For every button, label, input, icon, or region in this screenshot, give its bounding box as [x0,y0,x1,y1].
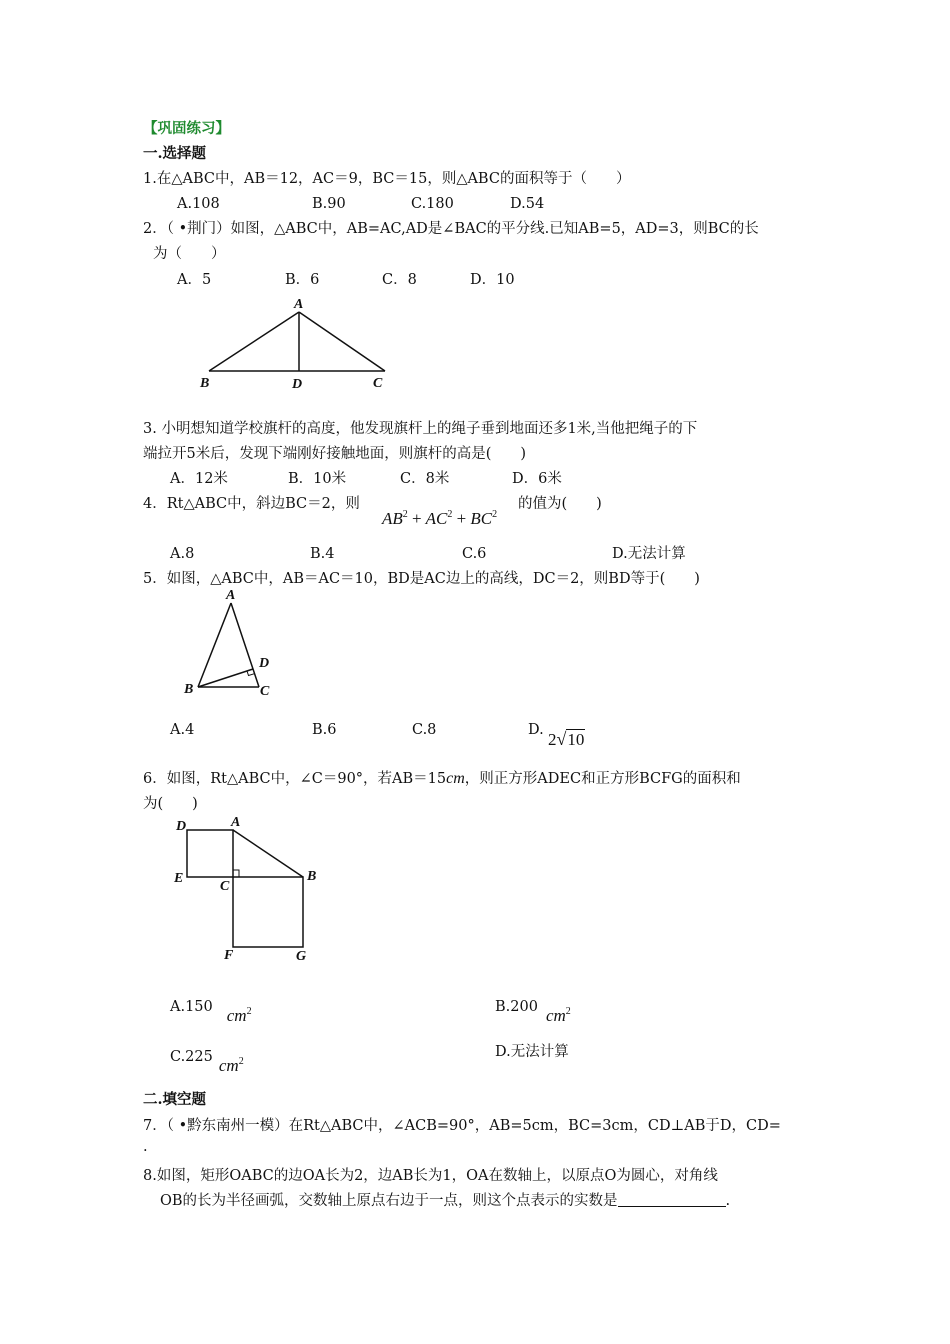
q4-stem-suffix: 的值为( ) [518,496,602,512]
q2-label-d: D [292,377,303,392]
q5-option-b: B.6 [312,722,337,738]
q2-option-a: A．5 [177,272,212,288]
part1-heading: 一.选择题 [143,145,207,162]
q6-stem-line2: 为( ) [143,796,198,812]
q1-option-b: B.90 [312,196,346,212]
q4-option-a: A.8 [170,546,195,562]
q2-triangle-figure [195,296,395,396]
q6-label-g: G [296,949,307,964]
q5-label-a: A [226,588,236,603]
q5-option-a: A.4 [170,722,195,738]
q6-label-f: F [224,948,234,963]
q1-stem: 1.在△ABC中，AB＝12，AC＝9，BC＝15，则△ABC的面积等于（ ） [143,171,631,187]
q6-option-d: D.无法计算 [495,1044,569,1060]
q3-option-a: A．12米 [170,471,228,487]
q2-option-d: D．10 [470,272,515,288]
q2-label-a: A [294,297,304,312]
q1-option-a: A.108 [177,196,220,212]
q6-stem-line1: 6．如图，Rt△ABC中，∠C＝90°，若AB＝15cm，则正方形ADEC和正方形BCFG的面积和 [143,770,741,787]
q3-option-b: B．10米 [288,471,347,487]
q4-option-d: D.无法计算 [612,546,686,562]
q6-option-b: B.200 $cm^2$ [495,999,571,1025]
q2-option-c: C．8 [382,272,417,288]
q5-option-c: C.8 [412,722,437,738]
q5-label-b: B [184,682,194,697]
q5-option-d-expression: 2√10 [548,729,585,749]
q6-label-e: E [174,871,184,886]
q5-stem: 5．如图，△ABC中，AB＝AC＝10，BD是AC边上的高线，DC＝2，则BD等于( ) [143,571,700,587]
section-title: 【巩固练习】 [143,120,230,137]
q1-option-c: C.180 [411,196,454,212]
q8-answer-blank [618,1192,726,1207]
q4-option-c: C.6 [462,546,487,562]
q6-option-c: C.225 $cm^2$ [170,1049,244,1075]
q3-stem-line2: 端拉开5米后，发现下端刚好接触地面，则旗杆的高是( ) [143,446,527,462]
q6-label-b: B [307,869,317,884]
q3-option-c: C．8米 [400,471,450,487]
q6-label-c: C [220,879,230,894]
q3-stem-line1: 3. 小明想知道学校旗杆的高度，他发现旗杆上的绳子垂到地面还多1米,当他把绳子的下 [143,421,698,437]
q6-label-a: A [231,815,241,830]
q6-label-d: D [176,819,187,834]
q6-squares-figure [166,812,326,972]
q8-stem-line2: OB的长为半径画弧，交数轴上原点右边于一点，则这个点表示的实数是 . [160,1193,731,1209]
q2-label-b: B [200,376,210,391]
q7-stem: 7．（ •黔东南州一模）在Rt△ABC中，∠ACB=90°，AB=5cm，BC=3cm，CD⊥AB于D，CD= [143,1118,781,1134]
q6-option-a: A.150 $cm^2$ [170,999,252,1025]
q4-expression: $AB^2 + AC^2 + BC^2$ [382,509,498,528]
q8-stem-line1: 8.如图，矩形OABC的边OA长为2，边AB长为1，OA在数轴上，以原点O为圆心，对角线 [143,1168,718,1184]
q5-option-d: D. [528,722,544,738]
q4-option-b: B.4 [310,546,335,562]
q2-label-c: C [373,376,383,391]
q7-stem-end: . [143,1139,148,1155]
q5-label-d: D [259,656,270,671]
part2-heading: 二.填空题 [143,1091,207,1108]
q2-option-b: B．6 [285,272,320,288]
q2-stem-line1: 2．（ •荆门）如图，△ABC中，AB=AC,AD是∠BAC的平分线.已知AB=5，AD=3，则BC的长 [143,221,759,237]
q2-stem-line2: 为（ ） [153,246,226,262]
q4-stem-prefix: 4．Rt△ABC中，斜边BC＝2，则 [143,496,360,512]
q5-triangle-figure [176,585,286,700]
q3-option-d: D．6米 [512,471,562,487]
q1-option-d: D.54 [510,196,545,212]
q5-label-c: C [260,684,270,699]
